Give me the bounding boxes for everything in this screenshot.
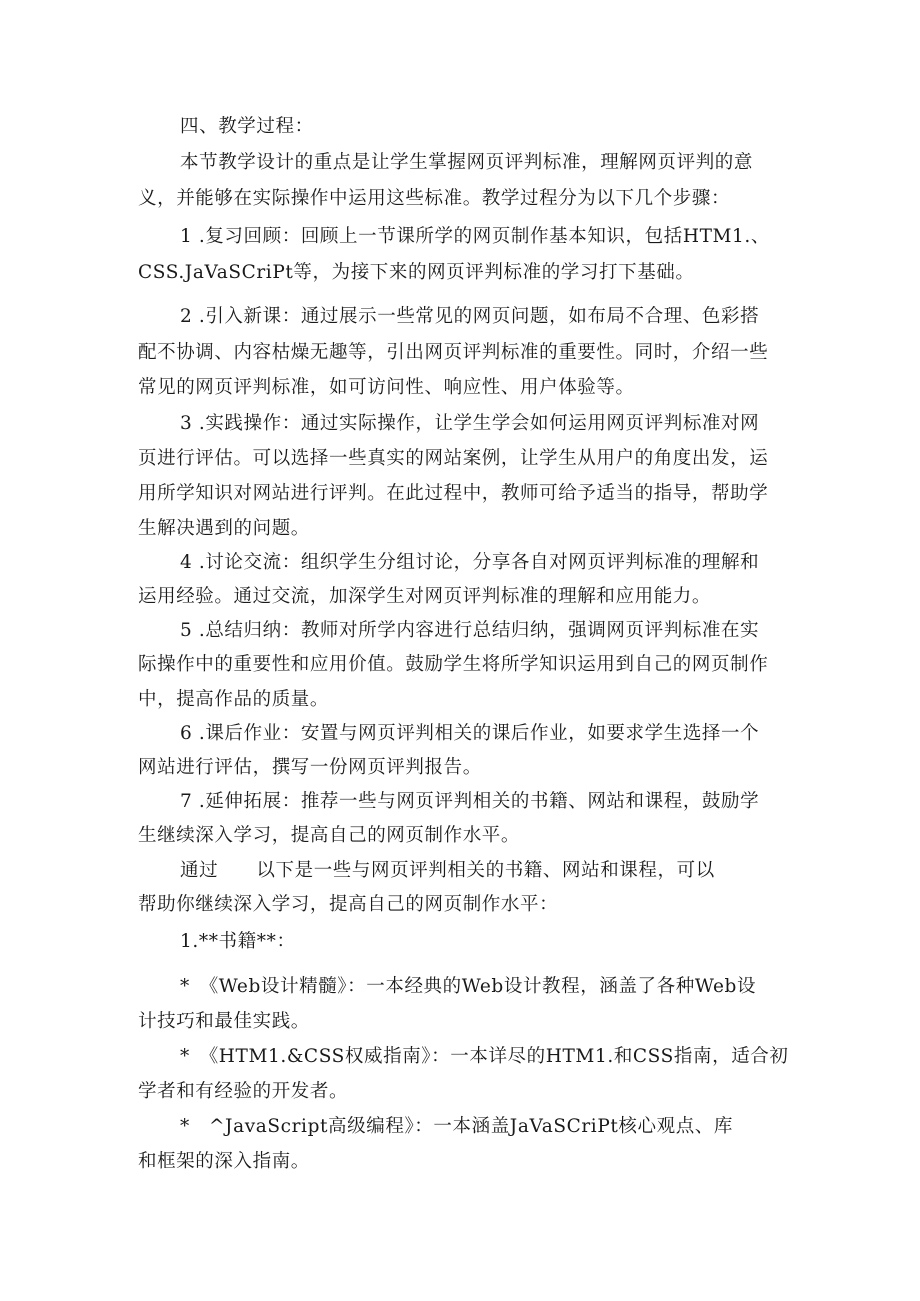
paragraph-line: 6 .课后作业：安置与网页评判相关的课后作业，如要求学生选择一个 — [180, 723, 760, 744]
list-heading: 1.**书籍**： — [180, 931, 296, 952]
paragraph-line: 5 .总结归纳：教师对所学内容进行总结归纳，强调网页评判标准在实 — [180, 620, 760, 641]
paragraph-line: 生继续深入学习，提高自己的网页制作水平。 — [138, 825, 521, 846]
list-item-continuation: 学者和有经验的开发者。 — [138, 1081, 349, 1102]
paragraph-line: 义，并能够在实际操作中运用这些标准。教学过程分为以下几个步骤： — [138, 188, 731, 209]
paragraph-line: 际操作中的重要性和应用价值。鼓励学生将所学知识运用到自己的网页制作 — [138, 654, 769, 675]
paragraph-line: 3 .实践操作：通过实际操作，让学生学会如何运用网页评判标准对网 — [180, 413, 760, 434]
paragraph-line: 页进行评估。可以选择一些真实的网站案例，让学生从用户的角度出发，运 — [138, 448, 769, 469]
paragraph-line: 用所学知识对网站进行评判。在此过程中，教师可给予适当的指导，帮助学 — [138, 483, 769, 504]
paragraph-line: 通过 以下是一些与网页评判相关的书籍、网站和课程，可以 — [180, 860, 715, 881]
section-heading: 四、教学过程： — [180, 116, 314, 137]
paragraph-line: 4 .讨论交流：组织学生分组讨论，分享各自对网页评判标准的理解和 — [180, 552, 760, 573]
list-item: * 《HTM1.&CSS权威指南》：一本详尽的HTM1.和CSS指南，适合初 — [180, 1046, 789, 1067]
list-item: * 《Web设计精髓》：一本经典的Web设计教程，涵盖了各种Web设 — [180, 976, 757, 997]
paragraph-line: 中，提高作品的质量。 — [138, 689, 330, 710]
paragraph-line: 运用经验。通过交流，加深学生对网页评判标准的理解和应用能力。 — [138, 586, 712, 607]
paragraph-line: 配不协调、内容枯燥无趣等，引出网页评判标准的重要性。同时，介绍一些 — [138, 342, 769, 363]
paragraph-line: 7 .延伸拓展：推荐一些与网页评判相关的书籍、网站和课程，鼓励学 — [180, 791, 760, 812]
paragraph-line: 本节教学设计的重点是让学生掌握网页评判标准，理解网页评判的意 — [180, 152, 754, 173]
list-item-continuation: 计技巧和最佳实践。 — [138, 1011, 310, 1032]
paragraph-line: 帮助你继续深入学习，提高自己的网页制作水平： — [138, 894, 559, 915]
paragraph-line: 常见的网页评判标准，如可访问性、响应性、用户体验等。 — [138, 377, 635, 398]
paragraph-line: 网站进行评估，撰写一份网页评判报告。 — [138, 757, 482, 778]
paragraph-line: 1 .复习回顾：回顾上一节课所学的网页制作基本知识，包括HTM1.、 — [180, 226, 770, 247]
paragraph-line: CSS.JaVaSCriPt等，为接下来的网页评判标准的学习打下基础。 — [138, 262, 695, 283]
list-item: * ^JavaScript高级编程》：一本涵盖JaVaSCriPt核心观点、库 — [180, 1116, 734, 1137]
paragraph-line: 生解决遇到的问题。 — [138, 518, 310, 539]
list-item-continuation: 和框架的深入指南。 — [138, 1151, 310, 1172]
paragraph-line: 2 .引入新课：通过展示一些常见的网页问题，如布局不合理、色彩搭 — [180, 306, 760, 327]
